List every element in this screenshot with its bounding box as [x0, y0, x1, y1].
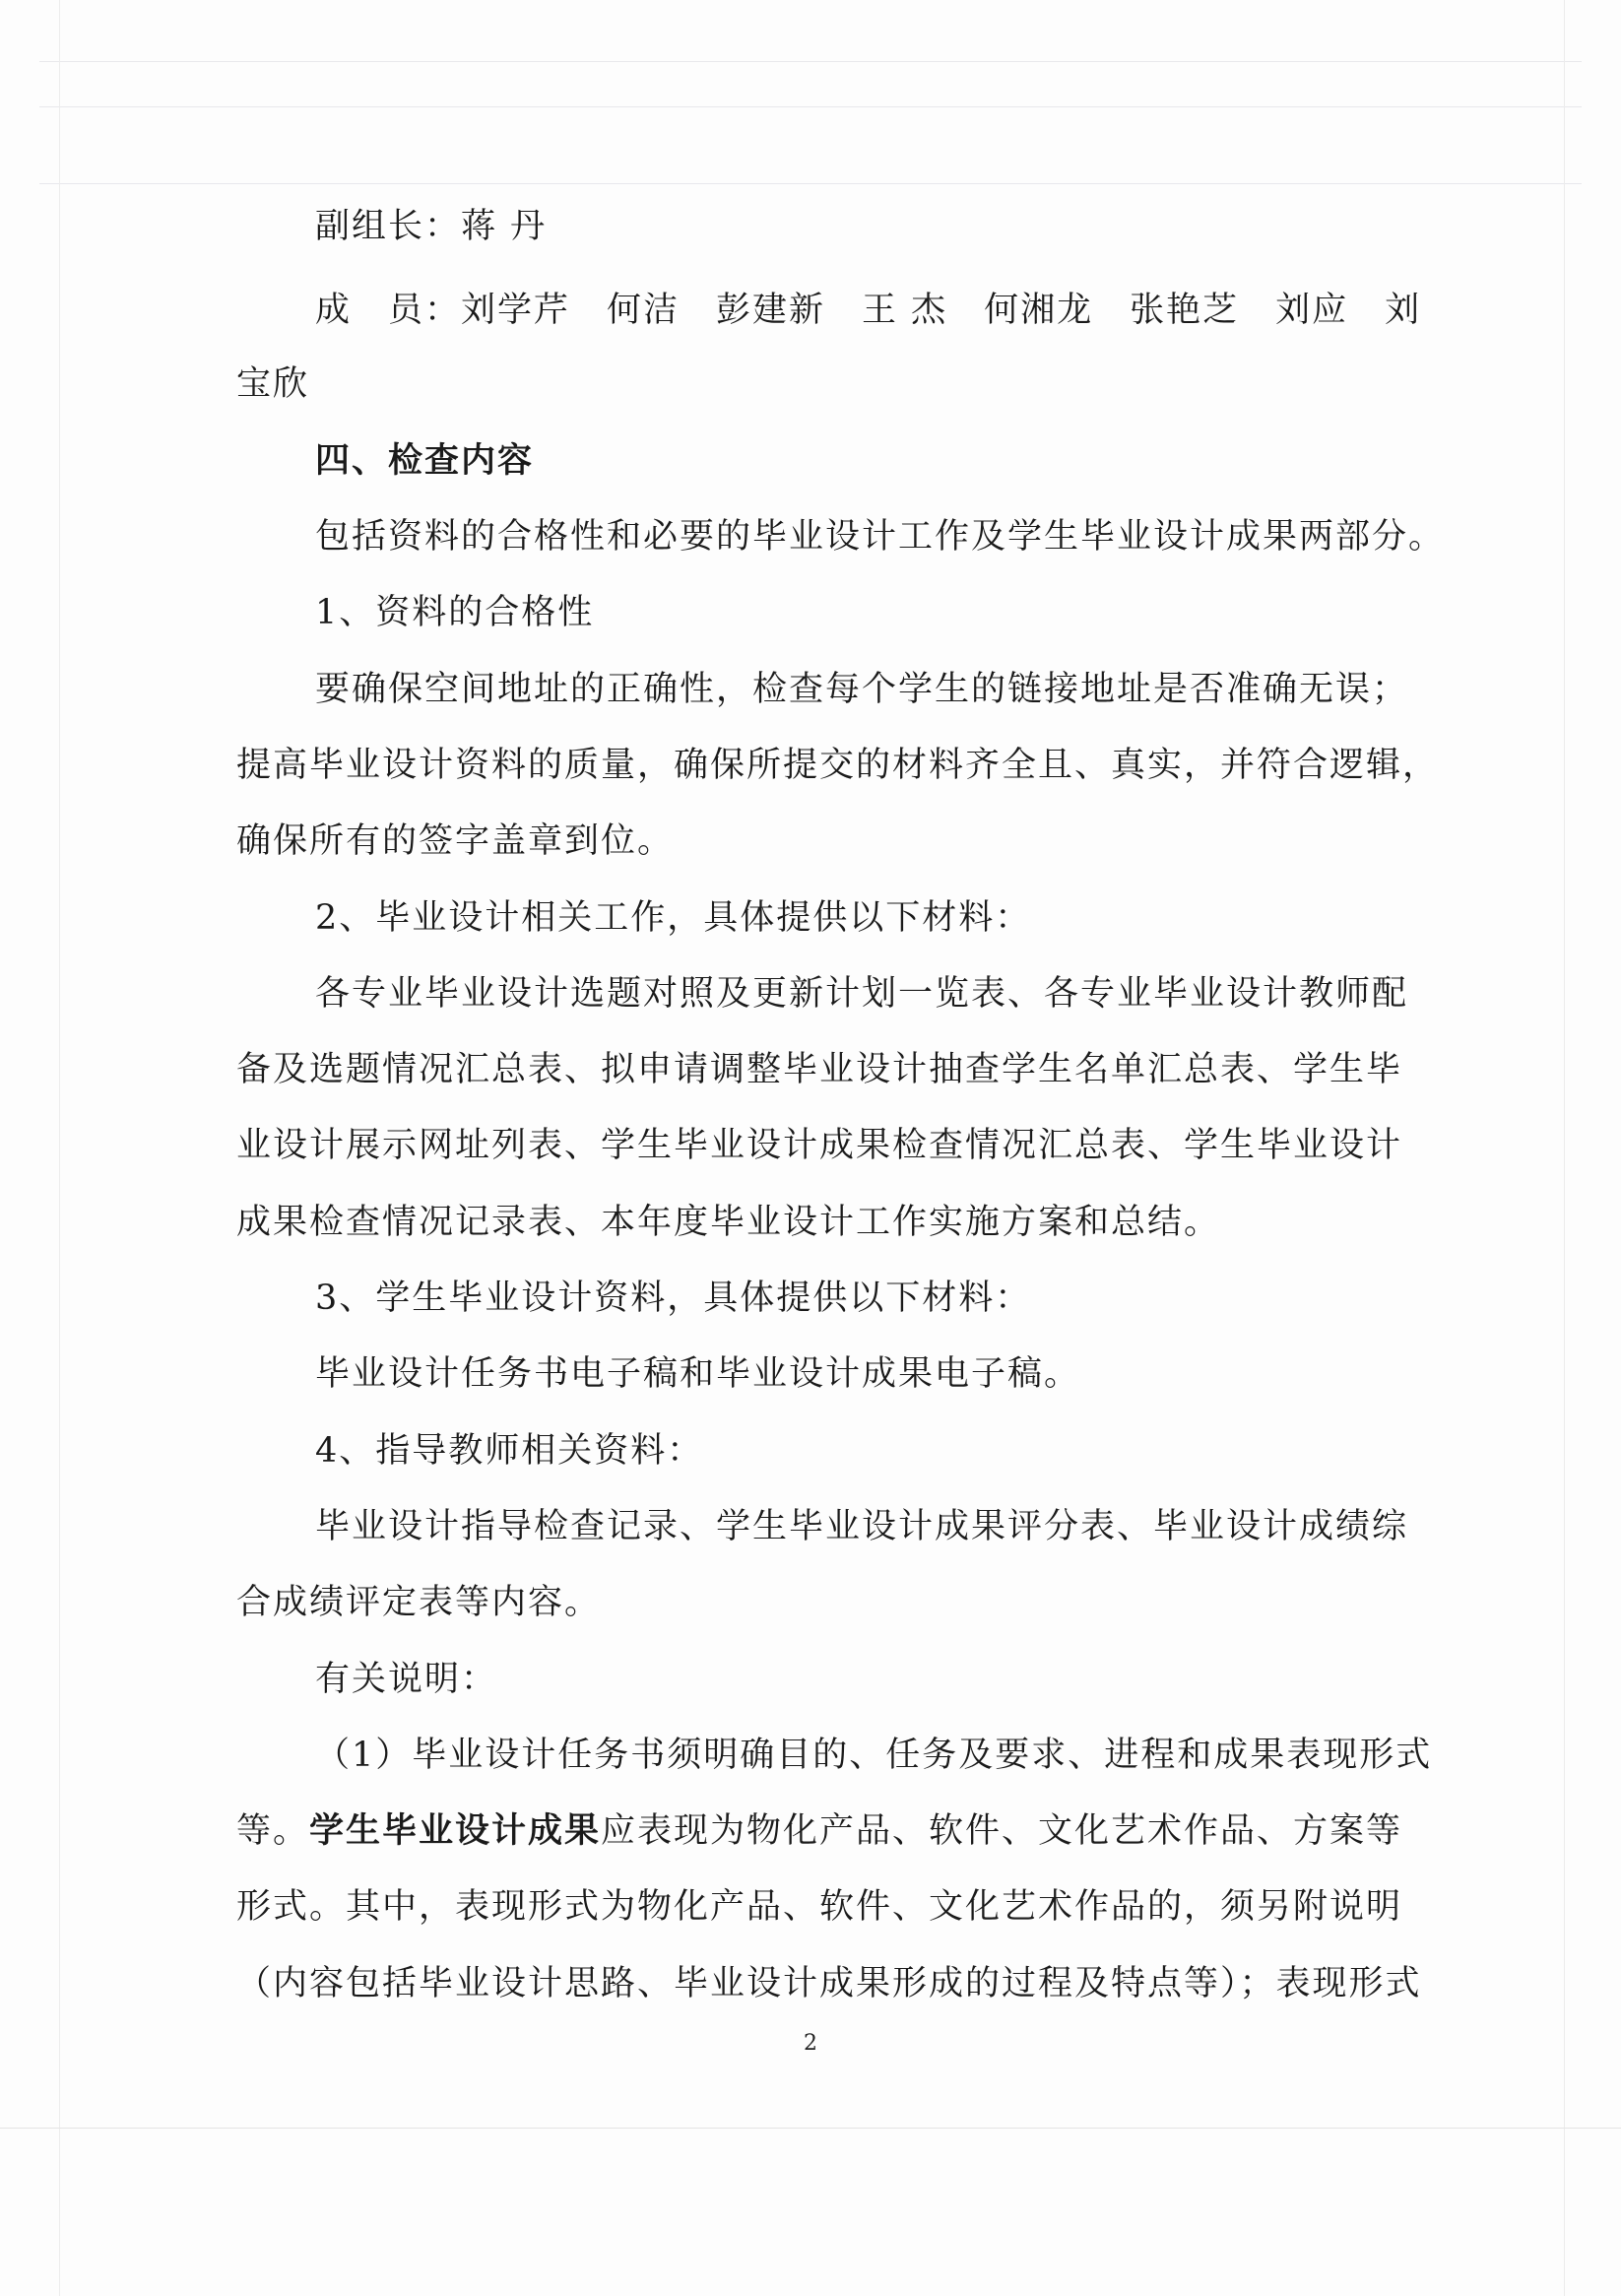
paragraph-line: 成果检查情况记录表、本年度毕业设计工作实施方案和总结。: [236, 1203, 1221, 1242]
paragraph-line: 毕业设计任务书电子稿和毕业设计成果电子稿。: [315, 1354, 1081, 1394]
paragraph-line: 包括资料的合格性和必要的毕业设计工作及学生毕业设计成果两部分。: [315, 517, 1446, 557]
paragraph-line: （1）毕业设计任务书须明确目的、任务及要求、进程和成果表现形式: [315, 1736, 1433, 1775]
bold-text-run: 学生毕业设计成果: [309, 1811, 602, 1851]
paragraph-line: 形式。其中，表现形式为物化产品、软件、文化艺术作品的，须另附说明: [236, 1887, 1403, 1927]
paragraph-line: 备及选题情况汇总表、拟申请调整毕业设计抽查学生名单汇总表、学生毕: [236, 1050, 1403, 1089]
paragraph-line: （内容包括毕业设计思路、毕业设计成果形成的过程及特点等）；表现形式: [236, 1964, 1422, 2003]
scan-edge-line: [1564, 0, 1565, 2296]
page-number: 2: [804, 2031, 817, 2056]
subheading-advisor-materials: 4、指导教师相关资料：: [315, 1431, 704, 1471]
scan-artifact-line: [39, 183, 1582, 184]
section-heading-inspection-content: 四、检查内容: [315, 441, 535, 481]
paragraph-line-mixed: [236, 1811, 1402, 1851]
paragraph-line: 各专业毕业设计选题对照及更新计划一览表、各专业毕业设计教师配: [315, 974, 1409, 1014]
vice-leader-line: 副组长：蒋 丹: [315, 207, 548, 246]
paragraph-line: 毕业设计指导检查记录、学生毕业设计成果评分表、毕业设计成绩综: [315, 1507, 1409, 1546]
scan-edge-line: [59, 0, 60, 2296]
paragraph-line: 业设计展示网址列表、学生毕业设计成果检查情况汇总表、学生毕业设计: [236, 1126, 1403, 1165]
subheading-student-materials: 3、学生毕业设计资料，具体提供以下材料：: [315, 1279, 1032, 1318]
members-line-continued: 宝欣: [236, 364, 310, 404]
members-line: 成 员：刘学芹 何洁 彭建新 王 杰 何湘龙 张艳芝 刘应 刘: [315, 291, 1422, 330]
notes-heading: 有关说明：: [315, 1660, 498, 1699]
scan-bottom-line: [0, 2128, 1621, 2129]
scan-artifact-line: [39, 61, 1582, 62]
paragraph-line: 要确保空间地址的正确性，检查每个学生的链接地址是否准确无误；: [315, 670, 1409, 709]
subheading-related-work: 2、毕业设计相关工作，具体提供以下材料：: [315, 898, 1032, 938]
paragraph-line: 确保所有的签字盖章到位。: [236, 821, 675, 861]
subheading-material-qualification: 1、资料的合格性: [315, 593, 595, 632]
text-run: 应表现为物化产品、软件、文化艺术作品、方案等: [601, 1811, 1403, 1851]
paragraph-line: 合成绩评定表等内容。: [236, 1583, 602, 1622]
paragraph-line: 提高毕业设计资料的质量，确保所提交的材料齐全且、真实，并符合逻辑，: [236, 746, 1440, 785]
scan-artifact-line: [39, 106, 1582, 107]
text-run: 等。: [236, 1811, 310, 1851]
